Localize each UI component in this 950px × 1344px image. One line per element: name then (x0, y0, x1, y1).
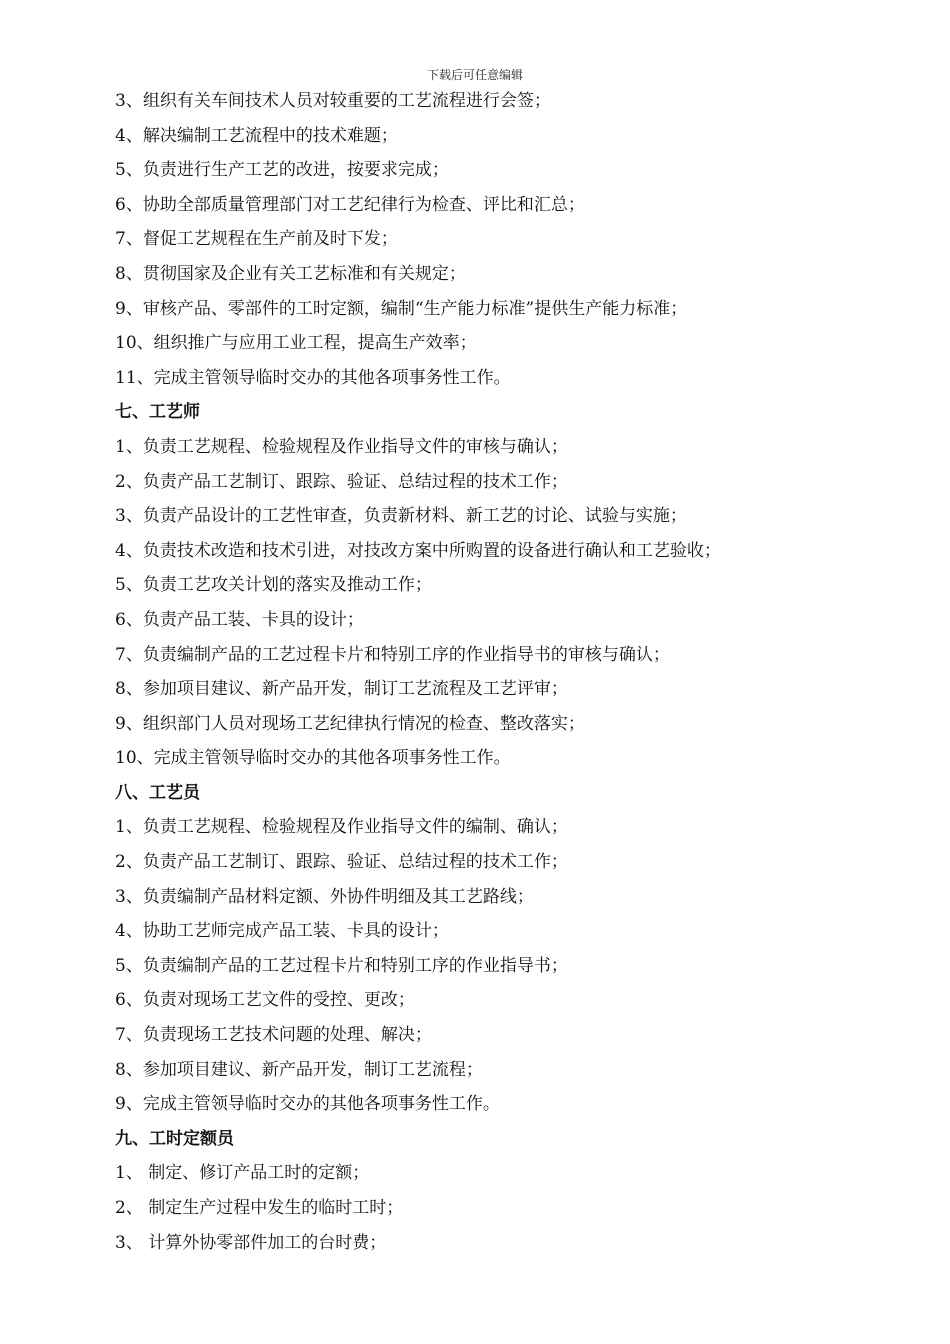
section-heading: 七、工艺师 (115, 402, 200, 423)
list-item: 9、完成主管领导临时交办的其他各项事务性工作。 (115, 1094, 500, 1115)
list-item: 11、完成主管领导临时交办的其他各项事务性工作。 (115, 367, 511, 388)
list-item: 7、督促工艺规程在生产前及时下发； (115, 229, 398, 250)
list-item: 4、解决编制工艺流程中的技术难题； (115, 125, 398, 146)
list-item: 9、审核产品、零部件的工时定额，编制“生产能力标准”提供生产能力标准； (115, 298, 688, 319)
list-item: 6、负责产品工装、卡具的设计； (115, 609, 364, 630)
list-item: 3、负责编制产品材料定额、外协件明细及其工艺路线； (115, 886, 534, 907)
list-item: 3、负责产品设计的工艺性审查，负责新材料、新工艺的讨论、试验与实施； (115, 506, 687, 527)
section-heading: 八、工艺员 (115, 782, 200, 803)
list-item: 2、负责产品工艺制订、跟踪、验证、总结过程的技术工作； (115, 471, 568, 492)
list-item: 10、完成主管领导临时交办的其他各项事务性工作。 (115, 748, 511, 769)
document-body (115, 84, 905, 1260)
list-item: 5、负责工艺攻关计划的落实及推动工作； (115, 575, 432, 596)
list-item: 7、负责编制产品的工艺过程卡片和特别工序的作业指导书的审核与确认； (115, 644, 670, 665)
list-item: 4、协助工艺师完成产品工装、卡具的设计； (115, 921, 449, 942)
list-item: 5、负责编制产品的工艺过程卡片和特别工序的作业指导书； (115, 955, 568, 976)
list-item: 1、负责工艺规程、检验规程及作业指导文件的编制、确认； (115, 817, 568, 838)
list-item: 2、 制定生产过程中发生的临时工时； (115, 1198, 404, 1218)
list-item: 1、 制定、修订产品工时的定额； (115, 1163, 370, 1184)
list-item: 8、贯彻国家及企业有关工艺标准和有关规定； (115, 263, 466, 284)
list-item: 6、负责对现场工艺文件的受控、更改； (115, 990, 415, 1011)
section-heading: 九、工时定额员 (115, 1128, 234, 1149)
list-item: 8、参加项目建议、新产品开发，制订工艺流程及工艺评审； (115, 679, 568, 700)
list-item: 3、组织有关车间技术人员对较重要的工艺流程进行会签； (115, 91, 551, 111)
list-item: 1、负责工艺规程、检验规程及作业指导文件的审核与确认； (115, 436, 568, 457)
list-item: 7、负责现场工艺技术问题的处理、解决； (115, 1025, 432, 1046)
list-item: 3、 计算外协零部件加工的台时费； (115, 1232, 387, 1253)
list-item: 4、负责技术改造和技术引进，对技改方案中所购置的设备进行确认和工艺验收； (115, 540, 721, 561)
list-item: 9、组织部门人员对现场工艺纪律执行情况的检查、整改落实； (115, 713, 585, 734)
list-item: 8、参加项目建议、新产品开发，制订工艺流程； (115, 1059, 483, 1080)
list-item: 2、负责产品工艺制订、跟踪、验证、总结过程的技术工作； (115, 852, 568, 873)
header-note: 下载后可任意编辑 (426, 68, 523, 82)
list-item: 10、组织推广与应用工业工程，提高生产效率； (115, 333, 477, 354)
list-item: 5、负责进行生产工艺的改进，按要求完成； (115, 160, 449, 181)
list-item: 6、协助全部质量管理部门对工艺纪律行为检查、评比和汇总； (115, 194, 585, 215)
